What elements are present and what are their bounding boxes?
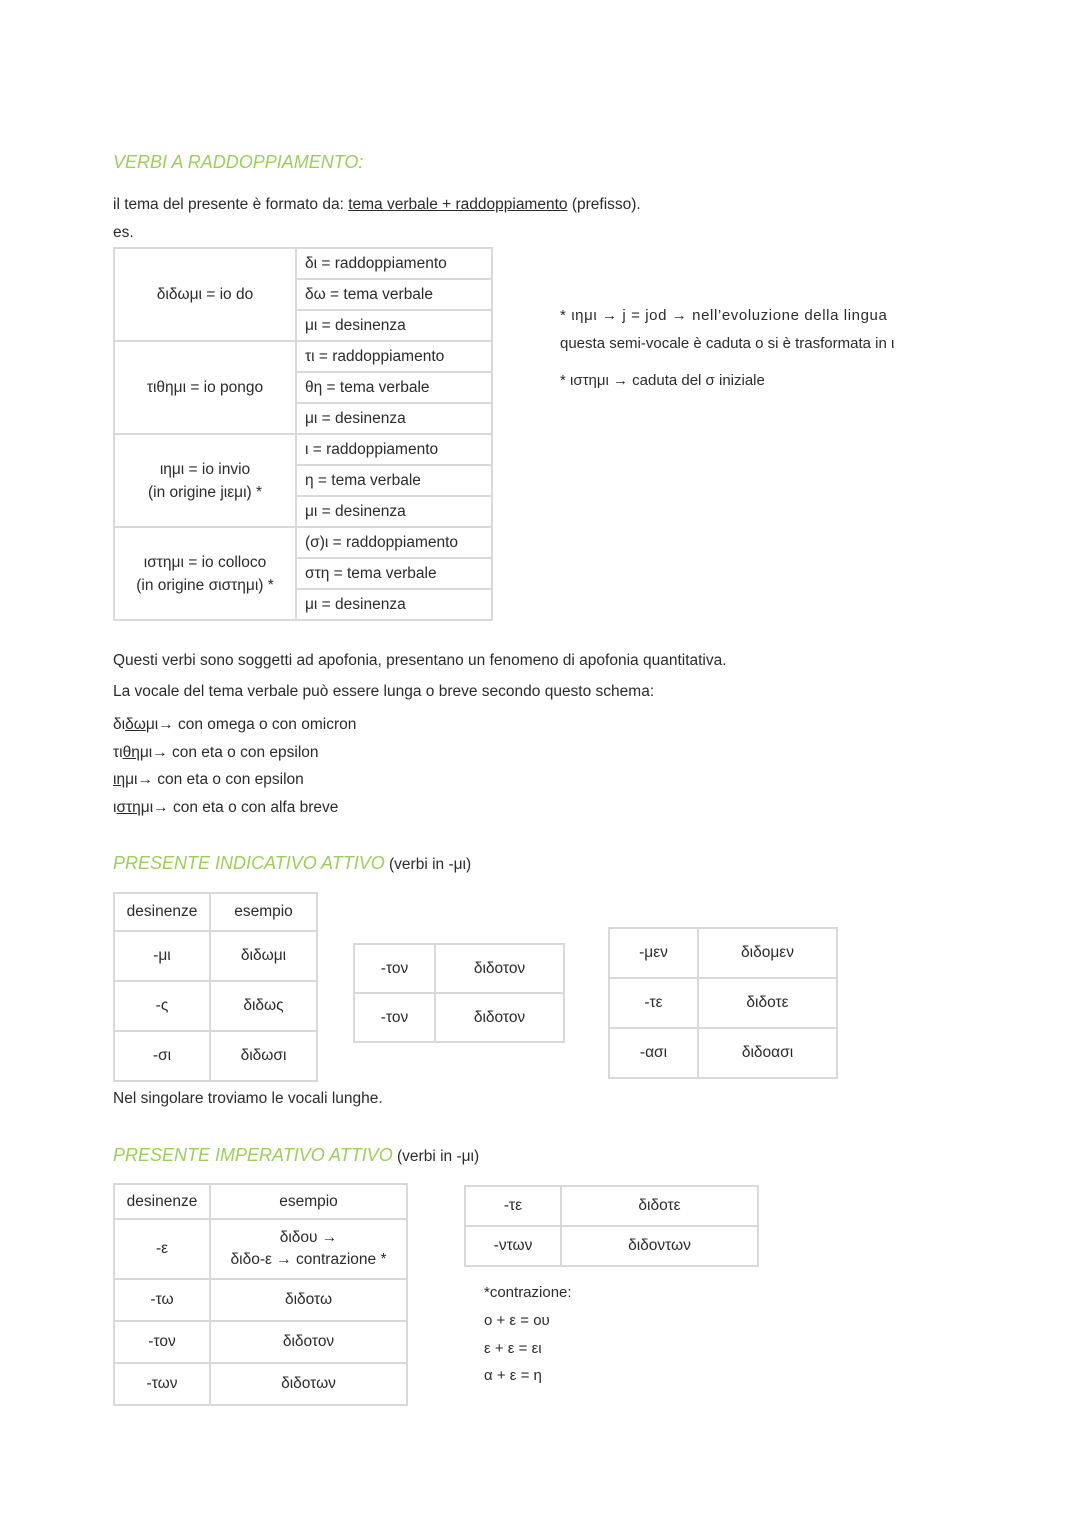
schema-ending: μι bbox=[145, 716, 159, 733]
contraction-rule: ε + ε = ει bbox=[484, 1339, 542, 1357]
indicativo-note: (verbi in -μι) bbox=[384, 856, 472, 873]
verb-part: τι = raddoppiamento bbox=[296, 341, 492, 372]
table-row bbox=[609, 978, 837, 1028]
schema-prefix: δι bbox=[113, 716, 126, 733]
side-notes bbox=[560, 302, 894, 395]
verb-origin: (in origine jιεμι) * bbox=[147, 483, 263, 501]
table-row bbox=[114, 981, 317, 1031]
verb-cell bbox=[114, 434, 296, 527]
indicativo-footnote: Nel singolare troviamo le vocali lunghe. bbox=[113, 1090, 383, 1107]
desinenza-cell: -ασι bbox=[609, 1028, 698, 1078]
schema-stem: ιη bbox=[113, 771, 126, 788]
intro-pre: il tema del presente è formato da: bbox=[113, 196, 349, 213]
desinenza-cell: -τω bbox=[114, 1279, 210, 1321]
section-title-indicativo bbox=[113, 853, 471, 874]
verb-part: μι = desinenza bbox=[296, 310, 492, 341]
schema-stem: δω bbox=[125, 716, 146, 733]
table-row bbox=[114, 1279, 407, 1321]
indicativo-dual-table bbox=[353, 943, 565, 1043]
col-head-desinenze: desinenze bbox=[114, 1184, 210, 1219]
esempio-cell: διδοτον bbox=[210, 1321, 407, 1363]
esempio-line-2: διδο-ε → contrazione * bbox=[230, 1251, 387, 1268]
indicativo-plural-table bbox=[608, 927, 838, 1079]
table-row bbox=[114, 434, 492, 465]
verb-part: μι = desinenza bbox=[296, 403, 492, 434]
contraction-rule: ο + ε = ου bbox=[484, 1312, 550, 1329]
table-row bbox=[465, 1186, 758, 1226]
esempio-cell: διδοτον bbox=[435, 944, 564, 993]
table-row bbox=[354, 944, 564, 993]
verb-part: (σ)ι = raddoppiamento bbox=[296, 527, 492, 558]
table-row bbox=[465, 1226, 758, 1266]
desinenza-cell: -μι bbox=[114, 931, 210, 981]
verb-part: θη = tema verbale bbox=[296, 372, 492, 403]
desinenza-cell: -τον bbox=[114, 1321, 210, 1363]
verb-name: ιστημι = io colloco bbox=[143, 553, 267, 571]
schema-ending: μι bbox=[140, 798, 154, 816]
verb-part: η = tema verbale bbox=[296, 465, 492, 496]
imperativo-main-table bbox=[113, 1183, 408, 1406]
esempio-cell: διδοντων bbox=[561, 1226, 758, 1266]
verb-part: μι = desinenza bbox=[296, 589, 492, 620]
section-title-raddoppiamento: VERBI A RADDOPPIAMENTO: bbox=[113, 152, 364, 172]
verb-part: δω = tema verbale bbox=[296, 279, 492, 310]
imperativo-note: (verbi in -μι) bbox=[392, 1148, 480, 1165]
table-row bbox=[114, 931, 317, 981]
verb-part: δι = raddoppiamento bbox=[296, 248, 492, 279]
imperativo-title: PRESENTE IMPERATIVO ATTIVO bbox=[113, 1145, 393, 1165]
schema-rule: → con omega o con omicron bbox=[158, 716, 357, 733]
table-row bbox=[114, 1031, 317, 1081]
table-row bbox=[114, 1363, 407, 1405]
side-note-2: questa semi-vocale è caduta o si è trasformata in ι bbox=[560, 335, 895, 352]
contraction-title: *contrazione: bbox=[484, 1284, 572, 1301]
schema-line bbox=[113, 744, 319, 762]
table-row bbox=[609, 1028, 837, 1078]
schema-stem: θη bbox=[122, 743, 140, 761]
esempio-cell: διδοασι bbox=[698, 1028, 837, 1078]
verb-cell bbox=[114, 248, 296, 341]
desinenza-cell: -των bbox=[114, 1363, 210, 1405]
verb-cell bbox=[114, 527, 296, 620]
esempio-cell bbox=[210, 1219, 407, 1279]
verb-cell bbox=[114, 341, 296, 434]
intro-underlined: tema verbale + raddoppiamento bbox=[348, 196, 568, 213]
col-head-desinenze: desinenze bbox=[114, 893, 210, 931]
esempio-cell: διδοτων bbox=[210, 1363, 407, 1405]
schema-line bbox=[113, 771, 304, 789]
verb-name: διδωμι = io do bbox=[156, 286, 254, 303]
apofonia-line-2: La vocale del tema verbale può essere lunga o breve secondo questo schema: bbox=[113, 683, 655, 700]
verb-part: στη = tema verbale bbox=[296, 558, 492, 589]
table-row bbox=[114, 1321, 407, 1363]
side-note-1: * ιημι → j = jod → nell’evoluzione della lingua bbox=[560, 307, 888, 324]
verb-name: ιημι = io invio bbox=[159, 460, 251, 478]
es-label: es. bbox=[113, 224, 134, 241]
desinenza-cell: -μεν bbox=[609, 928, 698, 978]
table-row bbox=[114, 527, 492, 558]
verb-name: τιθημι = io pongo bbox=[146, 379, 264, 396]
table-row bbox=[114, 248, 492, 279]
esempio-cell: διδοτον bbox=[435, 993, 564, 1042]
imperativo-plural-table bbox=[464, 1185, 759, 1267]
verb-origin: (in origine σιστημι) * bbox=[136, 576, 274, 594]
side-note-3: * ιστημι → caduta del σ iniziale bbox=[560, 372, 765, 389]
schema-line bbox=[113, 716, 356, 734]
desinenza-cell: -τον bbox=[354, 944, 435, 993]
schema-prefix: τι bbox=[113, 743, 123, 761]
desinenza-cell: -ε bbox=[114, 1219, 210, 1279]
schema-ending: μι bbox=[125, 771, 138, 788]
desinenza-cell: -τε bbox=[465, 1186, 561, 1226]
verb-part: ι = raddoppiamento bbox=[296, 434, 492, 465]
table-row bbox=[609, 928, 837, 978]
esempio-line-1: διδου → bbox=[279, 1229, 338, 1246]
raddoppiamento-table bbox=[113, 247, 493, 621]
contraction-rule: α + ε = η bbox=[484, 1367, 542, 1384]
desinenza-cell: -ντων bbox=[465, 1226, 561, 1266]
section-title-imperativo bbox=[113, 1145, 479, 1166]
intro-post: (prefisso). bbox=[567, 196, 641, 213]
verb-part: μι = desinenza bbox=[296, 496, 492, 527]
col-head-esempio: esempio bbox=[210, 1184, 407, 1219]
esempio-cell: διδοτε bbox=[561, 1186, 758, 1226]
schema-rule: → con eta o con epsilon bbox=[137, 771, 304, 788]
schema-rule: → con eta o con alfa breve bbox=[153, 798, 339, 816]
indicativo-title: PRESENTE INDICATIVO ATTIVO bbox=[113, 853, 385, 873]
indicativo-singular-table bbox=[113, 892, 318, 1082]
desinenza-cell: -ς bbox=[114, 981, 210, 1031]
esempio-cell: διδωσι bbox=[210, 1031, 317, 1081]
esempio-cell: διδομεν bbox=[698, 928, 837, 978]
schema-prefix: ι bbox=[113, 798, 117, 816]
schema-line bbox=[113, 799, 338, 817]
esempio-cell: διδοτε bbox=[698, 978, 837, 1028]
desinenza-cell: -τε bbox=[609, 978, 698, 1028]
intro-text bbox=[113, 196, 641, 214]
col-head-esempio: esempio bbox=[210, 893, 317, 931]
table-row bbox=[114, 1219, 407, 1279]
desinenza-cell: -τον bbox=[354, 993, 435, 1042]
schema-ending: μι bbox=[139, 743, 153, 761]
table-row bbox=[354, 993, 564, 1042]
table-row bbox=[114, 341, 492, 372]
apofonia-line-1: Questi verbi sono soggetti ad apofonia, presentano un fenomeno di apofonia quantitativa. bbox=[113, 652, 727, 669]
esempio-cell: διδωμι bbox=[210, 931, 317, 981]
esempio-cell: διδοτω bbox=[210, 1279, 407, 1321]
schema-rule: → con eta o con epsilon bbox=[152, 743, 319, 761]
esempio-cell: διδως bbox=[210, 981, 317, 1031]
schema-stem: στη bbox=[116, 798, 141, 816]
desinenza-cell: -σι bbox=[114, 1031, 210, 1081]
